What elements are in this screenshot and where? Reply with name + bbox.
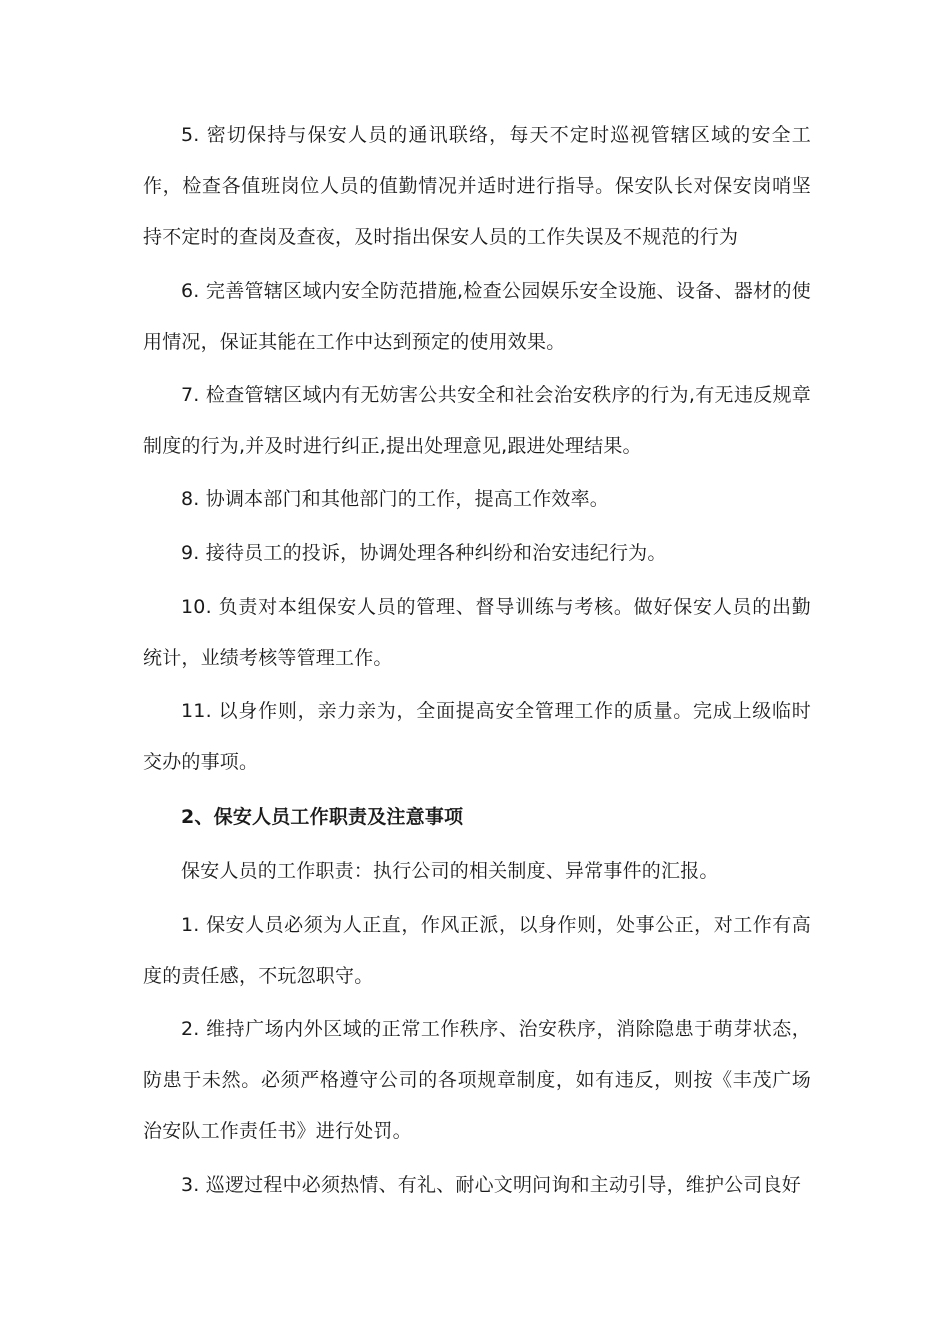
section-heading: 2、保安人员工作职责及注意事项 <box>181 806 464 828</box>
paragraph-item-5: 5. 密切保持与保安人员的通讯联络，每天不定时巡视管辖区域的安全工作，检查各值班岗位人员的值勤情况并适时进行指导。保安队长对保安岗哨坚持不定时的查岗及查夜，及时指出保安人员的工作失误及不规范的行为 <box>143 124 811 248</box>
paragraph-item-7: 7. 检查管辖区域内有无妨害公共安全和社会治安秩序的行为,有无违反规章制度的行为,并及时进行纠正,提出处理意见,跟进处理结果。 <box>143 384 811 457</box>
duty-item-3: 3. 巡逻过程中必须热情、有礼、耐心文明问询和主动引导，维护公司良好 <box>181 1174 801 1196</box>
paragraph-item-8: 8. 协调本部门和其他部门的工作，提高工作效率。 <box>181 488 609 510</box>
paragraph-item-9: 9. 接待员工的投诉，协调处理各种纠纷和治安违纪行为。 <box>181 542 667 564</box>
paragraph-item-11: 11. 以身作则，亲力亲为，全面提高安全管理工作的质量。完成上级临时交办的事项。 <box>143 700 811 773</box>
paragraph-item-6: 6. 完善管辖区域内安全防范措施,检查公园娱乐安全设施、设备、器材的使用情况，保证其能在工作中达到预定的使用效果。 <box>143 280 811 353</box>
section-intro: 保安人员的工作职责：执行公司的相关制度、异常事件的汇报。 <box>181 860 719 882</box>
duty-item-1: 1. 保安人员必须为人正直，作风正派，以身作则，处事公正，对工作有高度的责任感，不玩忽职守。 <box>143 914 811 987</box>
paragraph-item-10: 10. 负责对本组保安人员的管理、督导训练与考核。做好保安人员的出勤统计，业绩考核等管理工作。 <box>143 596 811 669</box>
duty-item-2: 2. 维持广场内外区域的正常工作秩序、治安秩序，消除隐患于萌芽状态，防患于未然。必须严格遵守公司的各项规章制度，如有违反，则按《丰茂广场治安队工作责任书》进行处罚。 <box>143 1018 811 1142</box>
